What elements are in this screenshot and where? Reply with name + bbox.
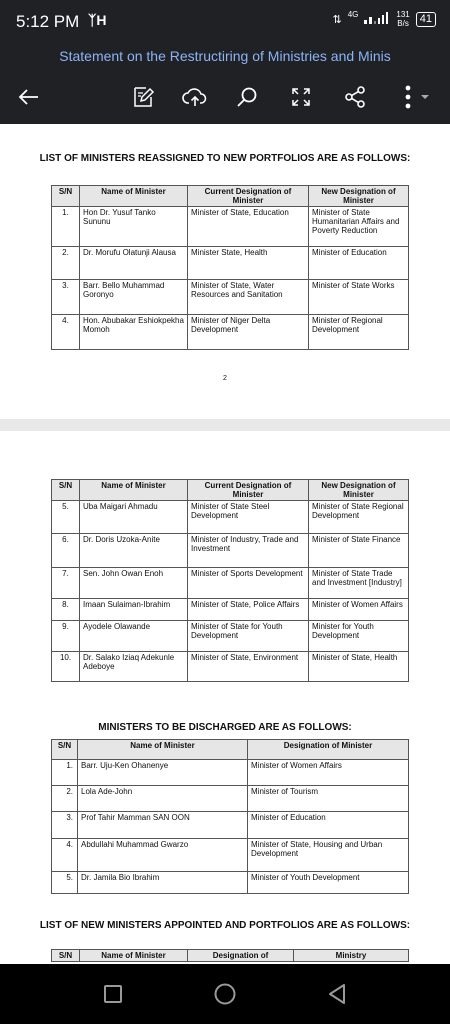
cell-sn: 5. [52, 872, 78, 894]
table-row [52, 652, 409, 682]
cloud-upload-icon[interactable] [180, 82, 210, 112]
home-circle-icon[interactable] [212, 981, 238, 1007]
cell-new: Minister of State Trade and Investment [Industry] [309, 568, 409, 599]
cell-sn: 10. [52, 652, 80, 682]
cell-current: Minister of State, Police Affairs [188, 599, 309, 621]
header-current: Current Designation of Minister [188, 186, 309, 207]
table-header-row [52, 950, 409, 962]
recents-square-icon[interactable] [100, 981, 126, 1007]
header-sn: S/N [52, 950, 80, 962]
header-sn: S/N [52, 740, 78, 760]
back-triangle-icon[interactable] [324, 981, 350, 1007]
document-title: Statement on the Restructiring of Ministries and Minis [59, 48, 391, 64]
status-time: 5:12 PM [16, 12, 80, 31]
header-new: New Designation of Minister [309, 186, 409, 207]
header-sn: S/N [52, 186, 80, 207]
reassigned-table-1 [51, 185, 409, 350]
edit-icon[interactable] [128, 82, 158, 112]
header-new: New Designation of Minister [309, 480, 409, 501]
page-separator [0, 419, 450, 431]
table-row [52, 760, 409, 786]
cell-new: Minister of Education [309, 247, 409, 280]
table-header-row [52, 740, 409, 760]
toolbar [0, 78, 450, 114]
table-header-row [52, 480, 409, 501]
table-row [52, 872, 409, 894]
cell-sn: 9. [52, 621, 80, 652]
cell-new: Minister of Regional Development [309, 315, 409, 350]
app-bar [0, 40, 450, 124]
table-row [52, 621, 409, 652]
table-row [52, 501, 409, 534]
cell-name: Lola Ade-John [78, 786, 248, 812]
net-speed [396, 10, 409, 28]
cell-new: Minister of State Regional Development [309, 501, 409, 534]
cell-new: Minister of State Humanitarian Affairs and Poverty Reduction [309, 207, 409, 247]
status-bar [0, 0, 450, 40]
header-name: Name of Minister [80, 950, 188, 962]
table-row [52, 280, 409, 315]
cell-current: Minister of State, Education [188, 207, 309, 247]
cell-name: Hon Dr. Yusuf Tanko Sununu [80, 207, 188, 247]
cell-new: Minister of State, Health [309, 652, 409, 682]
table-row [52, 315, 409, 350]
cell-sn: 6. [52, 534, 80, 568]
search-icon[interactable] [232, 82, 262, 112]
cell-sn: 2. [52, 786, 78, 812]
network-type: 4G [347, 9, 359, 19]
cell-new: Minister of State Works [309, 280, 409, 315]
signal-icon [364, 12, 390, 27]
header-name: Name of Minister [80, 186, 188, 207]
cell-current: Minister of State, Water Resources and Sanitation [188, 280, 309, 315]
net-speed-value: 131 [396, 10, 410, 19]
share-icon[interactable] [340, 82, 370, 112]
cell-name: Abdullahi Muhammad Gwarzo [78, 839, 248, 872]
cell-name: Prof Tahir Mamman SAN OON [78, 812, 248, 839]
cell-new: Minister of Women Affairs [309, 599, 409, 621]
cell-designation: Minister of State, Housing and Urban Development [248, 839, 409, 872]
reassigned-table-2 [51, 479, 409, 682]
cell-sn: 1. [52, 207, 80, 247]
cell-name: Hon. Abubakar Eshiokpekha Momoh [80, 315, 188, 350]
header-designation: Designation of Minister [248, 740, 409, 760]
table-row [52, 568, 409, 599]
cell-name: Dr. Jamila Bio Ibrahim [78, 872, 248, 894]
cell-name: Barr. Bello Muhammad Goronyo [80, 280, 188, 315]
cell-name: Barr. Uju-Ken Ohanenye [78, 760, 248, 786]
cell-current: Minister of State for Youth Development [188, 621, 309, 652]
cell-sn: 7. [52, 568, 80, 599]
cell-new: Minister for Youth Development [309, 621, 409, 652]
cell-designation: Minister of Women Affairs [248, 760, 409, 786]
cell-current: Minister State, Health [188, 247, 309, 280]
table-row [52, 786, 409, 812]
discharged-table [51, 739, 409, 894]
cell-designation: Minister of Education [248, 812, 409, 839]
cell-sn: 1. [52, 760, 78, 786]
status-right [333, 10, 437, 28]
cell-sn: 4. [52, 315, 80, 350]
table-row [52, 839, 409, 872]
header-current: Current Designation of Minister [188, 480, 309, 501]
cell-sn: 5. [52, 501, 80, 534]
cell-sn: 4. [52, 839, 78, 872]
cell-name: Ayodele Olawande [80, 621, 188, 652]
page-number: 2 [223, 375, 227, 382]
battery-level: 41 [416, 12, 436, 27]
document-page-2 [0, 431, 450, 964]
table-row [52, 812, 409, 839]
cell-designation: Minister of Youth Development [248, 872, 409, 894]
table-row [52, 534, 409, 568]
system-nav-bar [0, 964, 450, 1024]
cell-current: Minister of Industry, Trade and Investment [188, 534, 309, 568]
cell-sn: 3. [52, 812, 78, 839]
reassigned-heading: LIST OF MINISTERS REASSIGNED TO NEW PORTFOLIOS ARE AS FOLLOWS: [39, 153, 411, 164]
cell-current: Minister of State, Environment [188, 652, 309, 682]
back-arrow-icon[interactable] [14, 82, 44, 112]
cell-name: Sen. John Owan Enoh [80, 568, 188, 599]
cell-current: Minister of Sports Development [188, 568, 309, 599]
header-sn: S/N [52, 480, 80, 501]
status-indicator: ᛉH [88, 12, 107, 28]
cell-name: Imaan Sulaiman-Ibrahim [80, 599, 188, 621]
header-name: Name of Minister [80, 480, 188, 501]
fullscreen-icon[interactable] [286, 82, 316, 112]
cell-sn: 2. [52, 247, 80, 280]
header-name: Name of Minister [78, 740, 248, 760]
discharged-heading: MINISTERS TO BE DISCHARGED ARE AS FOLLOWS: [98, 722, 352, 733]
table-row [52, 599, 409, 621]
cell-name: Dr. Morufu Olatunji Alausa [80, 247, 188, 280]
cell-current: Minister of Niger Delta Development [188, 315, 309, 350]
table-row [52, 247, 409, 280]
table-row [52, 207, 409, 247]
header-designation: Designation of [188, 950, 294, 962]
cell-name: Dr. Doris Uzoka-Anite [80, 534, 188, 568]
new-ministers-heading: LIST OF NEW MINISTERS APPOINTED AND PORTFOLIOS ARE AS FOLLOWS: [39, 920, 411, 931]
net-speed-unit: B/s [397, 19, 409, 28]
header-ministry: Ministry [294, 950, 409, 962]
cell-name: Dr. Salako Iziaq Adekunle Adeboye [80, 652, 188, 682]
new-ministers-table [51, 949, 409, 962]
table-header-row [52, 186, 409, 207]
cell-sn: 3. [52, 280, 80, 315]
cell-designation: Minister of Tourism [248, 786, 409, 812]
data-arrows-icon: ⇅ [332, 13, 342, 26]
cell-name: Uba Maigari Ahmadu [80, 501, 188, 534]
cell-sn: 8. [52, 599, 80, 621]
document-page-1 [0, 124, 450, 419]
cell-new: Minister of State Finance [309, 534, 409, 568]
more-icon[interactable] [396, 82, 432, 112]
cell-current: Minister of State Steel Development [188, 501, 309, 534]
